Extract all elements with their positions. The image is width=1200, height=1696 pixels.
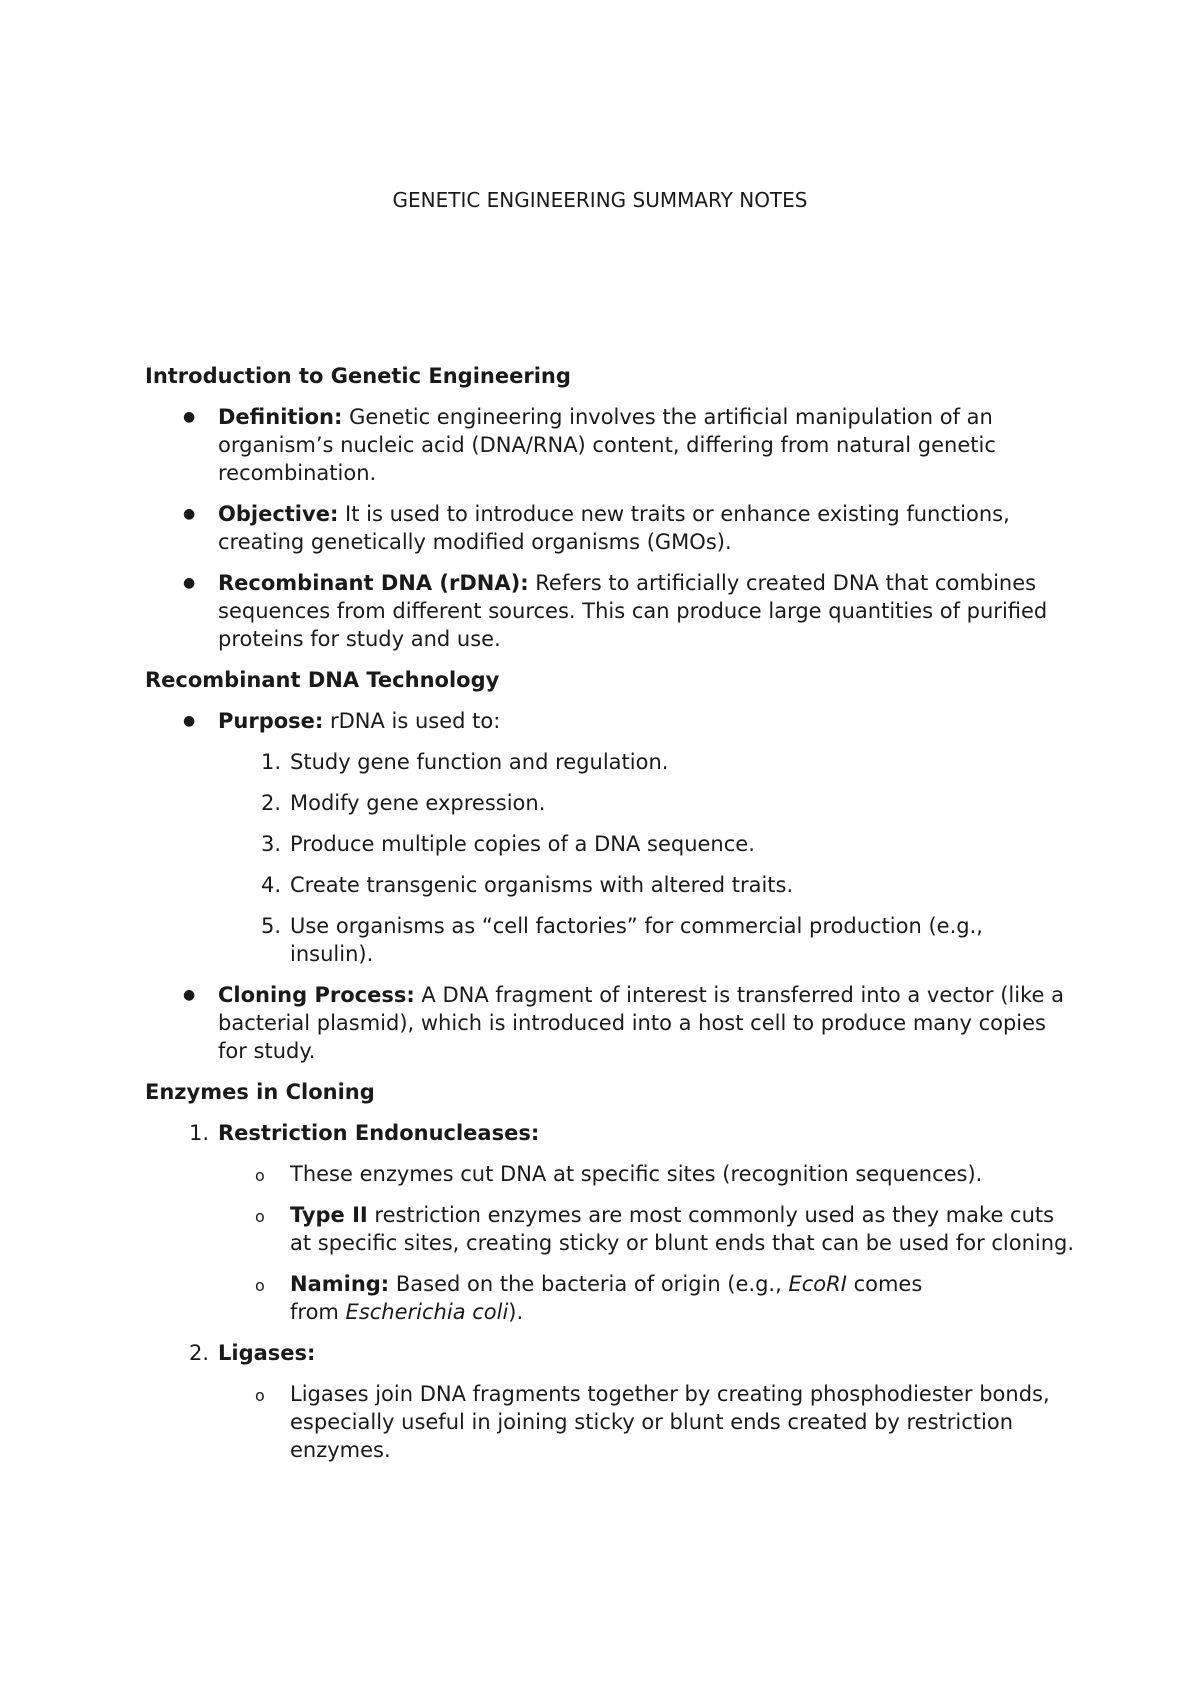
enzyme-title: Ligases: [218, 1341, 316, 1365]
bullet-term: Recombinant DNA (rDNA): [218, 571, 529, 595]
bullet-icon: ● [183, 575, 196, 591]
sub-bullet-text: Based on the bacteria of origin (e.g., [389, 1272, 789, 1296]
bullet-icon: ● [183, 409, 196, 425]
item-number: 2. [188, 1341, 209, 1365]
species-name: Escherichia coli [345, 1300, 509, 1324]
bullet-term: Cloning Process: [218, 983, 415, 1007]
document-body [145, 362, 1075, 1464]
bullet-item [145, 500, 1075, 556]
bullet-text: Refers to artificially created DNA that combines sequences from different sources. This can produce large quantities of purified proteins for study and use. [218, 571, 1048, 651]
circle-bullet-icon: o [255, 1386, 265, 1405]
item-text: Produce multiple copies of a DNA sequence. [290, 832, 755, 856]
sub-bullet-term: Naming: [290, 1272, 390, 1296]
numbered-item [145, 748, 1075, 776]
bullet-icon: ● [183, 987, 196, 1003]
sub-bullet-text: comes from [290, 1272, 923, 1324]
section-heading: Introduction to Genetic Engineering [145, 364, 571, 388]
item-number: 4. [260, 873, 281, 897]
item-number: 1. [260, 750, 281, 774]
item-text: Modify gene expression. [290, 791, 546, 815]
sub-bullet-item [145, 1270, 1075, 1326]
enzyme-title: Restriction Endonucleases: [218, 1121, 540, 1145]
sub-bullet-term: Type II [290, 1203, 368, 1227]
bullet-term: Objective: [218, 502, 339, 526]
bullet-item [145, 403, 1075, 487]
bullet-text: Genetic engineering involves the artificial manipulation of an organism’s nucleic acid (DNA/RNA) content, differing from natural genetic recombination. [218, 405, 996, 485]
bullet-text: rDNA is used to: [323, 709, 501, 733]
bullet-text: A DNA fragment of interest is transferred into a vector (like a bacterial plasmid), which is introduced into a host cell to produce many copies for study. [218, 983, 1064, 1063]
section-heading: Enzymes in Cloning [145, 1080, 375, 1104]
item-number: 3. [260, 832, 281, 856]
sub-bullet-text: These enzymes cut DNA at specific sites (recognition sequences). [290, 1162, 983, 1186]
circle-bullet-icon: o [255, 1276, 265, 1295]
document-title: GENETIC ENGINEERING SUMMARY NOTES [392, 188, 808, 212]
section-heading: Recombinant DNA Technology [145, 668, 500, 692]
numbered-item [145, 789, 1075, 817]
bullet-text: It is used to introduce new traits or enhance existing functions, creating genetically modified organisms (GMOs). [218, 502, 1010, 554]
bullet-item [145, 981, 1075, 1065]
item-number: 5. [260, 914, 281, 938]
numbered-item [145, 1339, 1075, 1367]
bullet-item [145, 569, 1075, 653]
item-text: Create transgenic organisms with altered traits. [290, 873, 794, 897]
sub-bullet-text: restriction enzymes are most commonly used as they make cuts at specific sites, creating sticky or blunt ends that can be used for cloning. [290, 1203, 1075, 1255]
item-text: Study gene function and regulation. [290, 750, 669, 774]
bullet-item [145, 707, 1075, 735]
bullet-term: Purpose: [218, 709, 324, 733]
bullet-icon: ● [183, 713, 196, 729]
circle-bullet-icon: o [255, 1166, 265, 1185]
bullet-term: Definition: [218, 405, 343, 429]
enzyme-name: EcoRI [788, 1272, 847, 1296]
sub-bullet-item [145, 1380, 1075, 1464]
numbered-item [145, 912, 1075, 968]
item-number: 1. [188, 1121, 209, 1145]
circle-bullet-icon: o [255, 1207, 265, 1226]
numbered-item [145, 1119, 1075, 1147]
bullet-icon: ● [183, 506, 196, 522]
sub-bullet-item [145, 1201, 1075, 1257]
item-number: 2. [260, 791, 281, 815]
sub-bullet-text: Ligases join DNA fragments together by creating phosphodiester bonds, especially useful in joining sticky or blunt ends created by restriction enzymes. [290, 1382, 1050, 1462]
numbered-item [145, 871, 1075, 899]
sub-bullet-item [145, 1160, 1075, 1188]
sub-bullet-text: ). [508, 1300, 524, 1324]
numbered-item [145, 830, 1075, 858]
item-text: Use organisms as “cell factories” for commercial production (e.g., insulin). [290, 914, 983, 966]
